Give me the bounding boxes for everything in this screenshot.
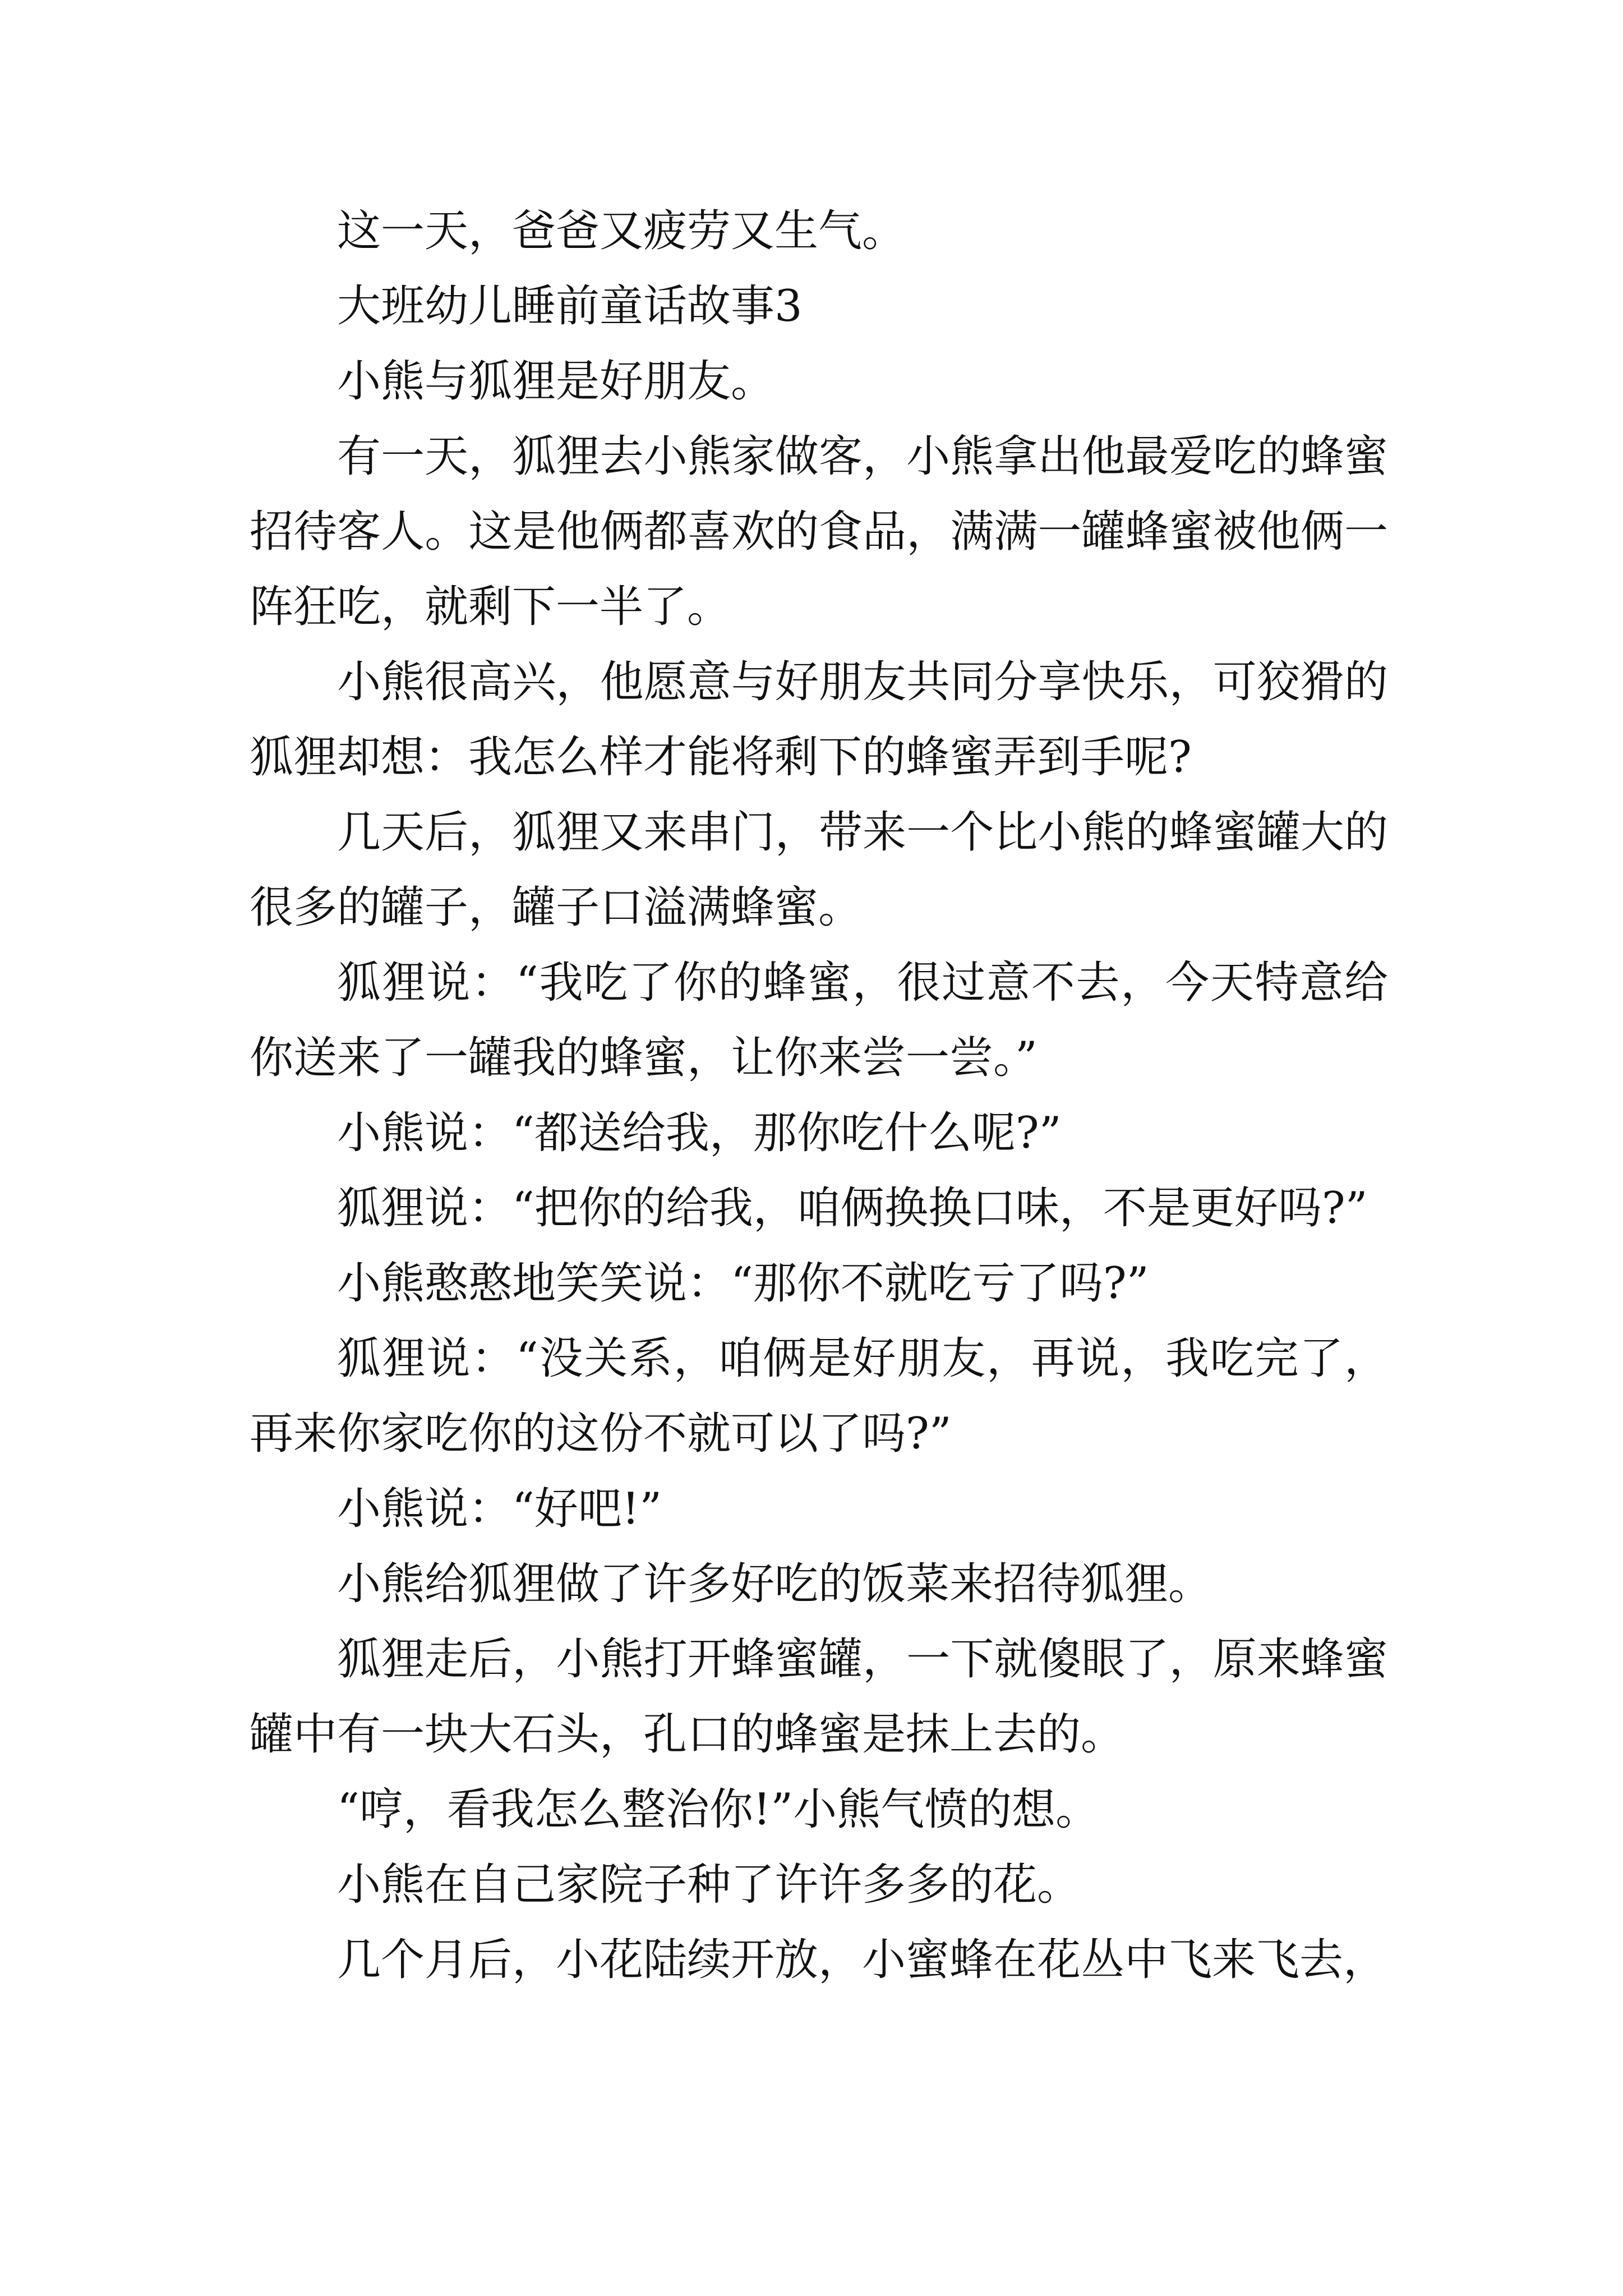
paragraph: 小熊与狐狸是好朋友。 (337, 356, 775, 407)
paragraph: 小熊在自己家院子种了许许多多的花。 (337, 1860, 1081, 1910)
story-text (250, 194, 1388, 1998)
paragraph: 小熊憨憨地笑笑说：“那你不就吃亏了吗?” (337, 1258, 1149, 1309)
story-title: 大班幼儿睡前童话故事3 (337, 281, 803, 332)
paragraph: 有一天，狐狸去小熊家做客，小熊拿出他最爱吃的蜂蜜招待客人。这是他俩都喜欢的食品，满满一罐蜂蜜被他俩一阵狂吃，就剩下一半了。 (250, 431, 1388, 632)
paragraph: 狐狸走后，小熊打开蜂蜜罐，一下就傻眼了，原来蜂蜜罐中有一块大石头，孔口的蜂蜜是抹上去的。 (250, 1634, 1388, 1760)
paragraph: 小熊给狐狸做了许多好吃的饭菜来招待狐狸。 (337, 1559, 1212, 1609)
paragraph: 几天后，狐狸又来串门，带来一个比小熊的蜂蜜罐大的很多的罐子，罐子口溢满蜂蜜。 (250, 807, 1388, 933)
paragraph: 小熊说：“都送给我，那你吃什么呢?” (337, 1108, 1062, 1158)
paragraph: 狐狸说：“把你的给我，咱俩换换口味，不是更好吗?” (337, 1183, 1368, 1234)
paragraph: “哼，看我怎么整治你!”小熊气愤的想。 (337, 1784, 1100, 1835)
paragraph: 狐狸说：“没关系，咱俩是好朋友，再说，我吃完了，再来你家吃你的这份不就可以了吗?” (250, 1333, 1388, 1459)
paragraph: 几个月后，小花陆续开放，小蜜蜂在花丛中飞来飞去， (337, 1935, 1387, 1985)
paragraph: 这一天，爸爸又疲劳又生气。 (337, 206, 906, 256)
paragraph: 狐狸说：“我吃了你的蜂蜜，很过意不去，今天特意给你送来了一罐我的蜂蜜，让你来尝一尝。” (250, 958, 1388, 1083)
paragraph: 小熊很高兴，他愿意与好朋友共同分享快乐，可狡猾的狐狸却想：我怎么样才能将剩下的蜂蜜弄到手呢? (250, 657, 1388, 783)
paragraph: 小熊说：“好吧!” (337, 1484, 662, 1534)
